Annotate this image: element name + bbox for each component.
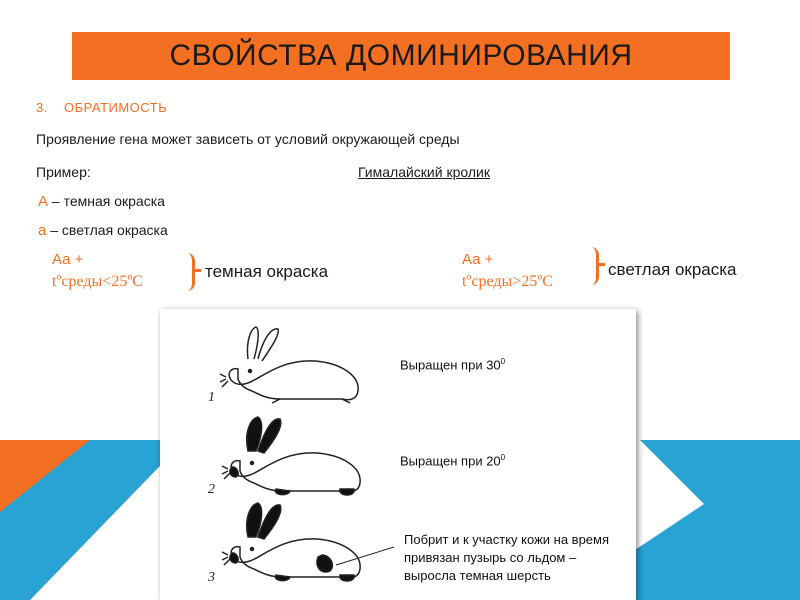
note-line: Побрит и к участку кожи на время — [404, 532, 610, 547]
figure-number: 1 — [208, 390, 215, 405]
genotype: Аа + — [52, 251, 84, 268]
example-label: Пример: — [36, 164, 91, 180]
genotype: Аа + — [462, 251, 494, 268]
title-bar — [72, 32, 730, 80]
temperature-condition: tºсреды>25ºC — [462, 273, 553, 290]
allele-symbol: а — [38, 222, 47, 239]
example-title: Гималайский кролик — [358, 164, 490, 180]
figure-number: 2 — [208, 482, 215, 497]
note-line: привязан пузырь со льдом – — [404, 550, 577, 565]
case-warm-genotype — [462, 249, 553, 293]
intro-text: Проявление гена может зависеть от условий окружающей среды — [36, 131, 460, 147]
allele-description: – темная окраска — [51, 193, 165, 209]
figure-number: 3 — [208, 570, 215, 585]
figure-label-30: Выращен при $30^0$ — [400, 357, 506, 373]
pointer-line — [336, 547, 394, 565]
section-number: 3. — [36, 100, 48, 115]
allele-description: – светлая окраска — [50, 222, 168, 238]
allele-recessive — [38, 222, 168, 239]
brace-icon — [182, 253, 195, 291]
allele-symbol: А — [38, 193, 49, 210]
case-cold-genotype — [52, 249, 143, 293]
note-line: выросла темная шерсть — [404, 568, 551, 583]
himalayan-rabbit-figure — [160, 309, 636, 600]
section-title: ОБРАТИМОСТЬ — [63, 100, 168, 115]
case-cold-result: темная окраска — [205, 262, 329, 281]
page-title: СВОЙСТВА ДОМИНИРОВАНИЯ — [169, 39, 633, 72]
temperature-condition: tºсреды<25ºC — [52, 273, 143, 290]
rabbit-white-icon — [220, 327, 358, 403]
allele-dominant — [38, 193, 165, 210]
section-heading — [36, 100, 167, 115]
brace-icon — [586, 247, 599, 285]
case-warm-result: светлая окраска — [608, 260, 737, 279]
figure-note — [404, 531, 634, 585]
figure-label-20: Выращен при $20^0$ — [400, 453, 506, 469]
rabbit-shaved-patch-icon — [222, 503, 360, 581]
rabbit-dark-points-icon — [222, 417, 360, 495]
